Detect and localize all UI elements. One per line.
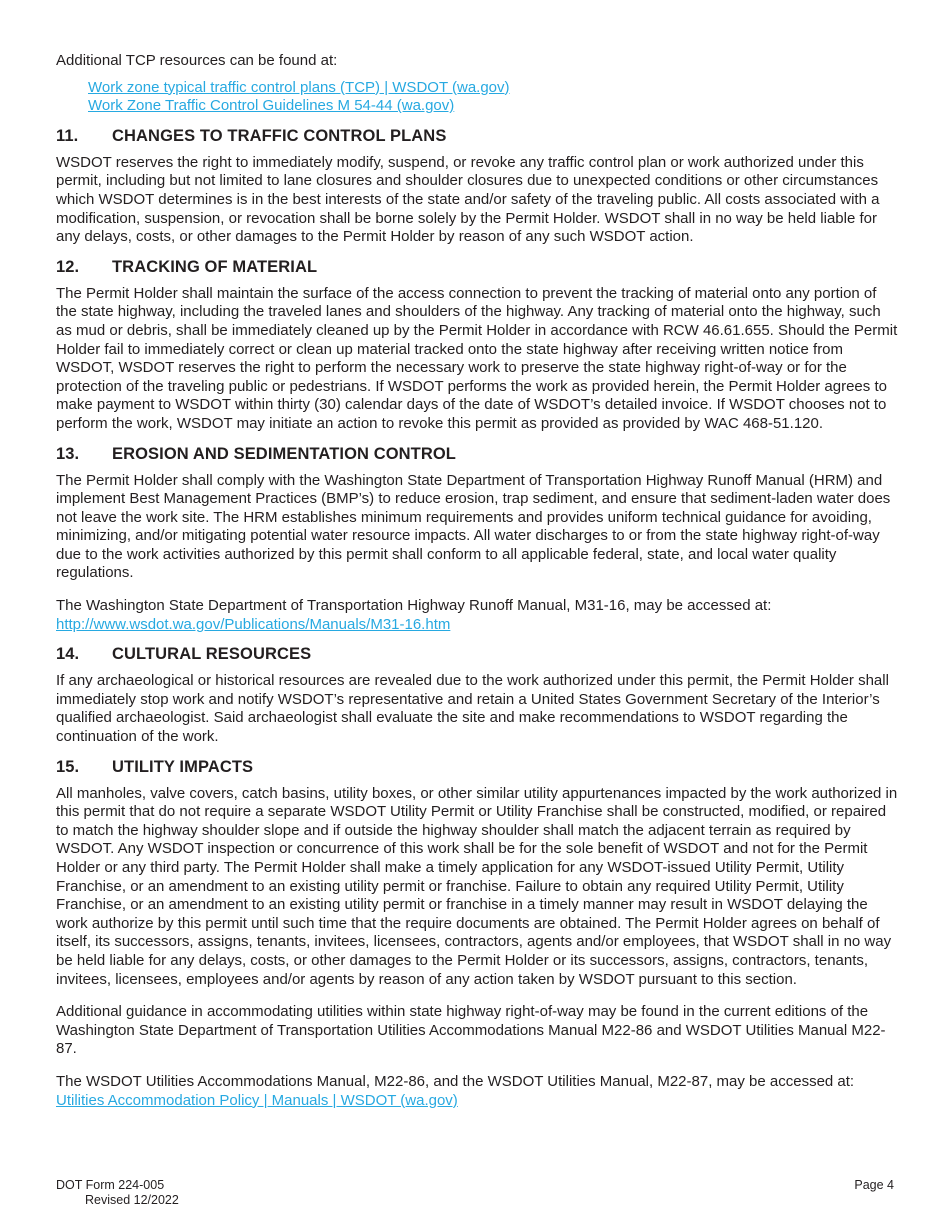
- section-14-body: If any archaeological or historical resources are revealed due to the work authorized under this permit, the Permit Holder shall immediately stop work and notify WSDOT’s representative and retain a United States Government Secretary of the Interior’s qualified archaeologist. Said archaeologist shall evaluate the site and make recommendations to WSDOT regarding the continuation of the work.: [56, 672, 889, 746]
- tcp-link-typical-plans[interactable]: Work zone typical traffic control plans (TCP) | WSDOT (wa.gov): [88, 78, 510, 96]
- footer-form-info: [56, 1178, 179, 1208]
- runoff-manual-link[interactable]: http://www.wsdot.wa.gov/Publications/Manuals/M31-16.htm: [56, 615, 451, 633]
- section-number: 14.: [56, 645, 80, 664]
- revision-date: Revised 12/2022: [85, 1193, 179, 1207]
- section-title: CULTURAL RESOURCES: [112, 645, 312, 664]
- section-13-body: The Permit Holder shall comply with the Washington State Department of Transportation Highway Runoff Manual (HRM) and implement Best Management Practices (BMP’s) to reduce erosion, trap sediment, and ensure that sediment-laden water does not leave the work site. The HRM establishes minimum requirements and provides uniform technical guidance for avoiding, minimizing, and/or mitigating potential water resource impacts. All water discharges to or from the state highway right-of-way due to the work activities authorized by this permit shall conform to all applicable federal, state, and local water quality regulations.: [56, 471, 891, 582]
- tcp-links-list: [56, 79, 898, 116]
- access-text: The Washington State Department of Transportation Highway Runoff Manual, M31-16, may be accessed at:: [56, 597, 772, 615]
- utilities-policy-link[interactable]: Utilities Accommodation Policy | Manuals | WSDOT (wa.gov): [56, 1091, 458, 1109]
- section-15-access: [56, 1073, 898, 1110]
- section-13-heading: [56, 444, 898, 464]
- tcp-link-guidelines[interactable]: Work Zone Traffic Control Guidelines M 54-44 (wa.gov): [88, 97, 455, 115]
- section-14-heading: [56, 644, 898, 664]
- section-11-body: WSDOT reserves the right to immediately modify, suspend, or revoke any traffic control plan or work authorized under this permit, including but not limited to lane closures and shoulder closures due to unexpected conditions or other circumstances which WSDOT determines is in the best interests of the state and/or safety of the traveling public. All costs associated with a modification, suspension, or revocation shall be borne solely by the Permit Holder. WSDOT shall in no way be held liable for any delays, costs, or other damages to the Permit Holder by reason of any such WSDOT action.: [56, 153, 880, 246]
- section-number: 11.: [56, 126, 79, 145]
- section-title: CHANGES TO TRAFFIC CONTROL PLANS: [112, 126, 447, 145]
- section-12-body: The Permit Holder shall maintain the surface of the access connection to prevent the tracking of material onto any portion of the state highway, including the traveled lanes and shoulders of the highway. Any tracking of material onto the highway, such as mud or debris, shall be immediately cleaned up by the Permit Holder in accordance with RCW 46.61.655. Should the Permit Holder fail to immediately correct or clean up material tracked onto the state highway after receiving written notice from WSDOT, WSDOT reserves the right to perform the necessary work to preserve the state highway right-of-way or for the protection of the traveling public or pedestrians. If WSDOT performs the work as provided herein, the Permit Holder agrees to make payment to WSDOT within thirty (30) calendar days of the date of WSDOT’s detailed invoice. If WSDOT chooses not to perform the work, WSDOT may initiate an action to revoke this permit as provided as provided by WAC 468-51.120.: [56, 284, 898, 432]
- section-number: 15.: [56, 757, 80, 776]
- section-title: UTILITY IMPACTS: [112, 757, 254, 776]
- section-title: EROSION AND SEDIMENTATION CONTROL: [112, 444, 456, 463]
- page-number: Page 4: [854, 1178, 894, 1192]
- section-15-heading: [56, 757, 898, 777]
- document-page: [56, 52, 898, 1110]
- section-11-heading: [56, 126, 898, 146]
- tcp-resources-intro: Additional TCP resources can be found at:: [56, 52, 338, 69]
- section-number: 13.: [56, 444, 80, 463]
- section-number: 12.: [56, 257, 80, 276]
- section-15-body: All manholes, valve covers, catch basins, utility boxes, or other similar utility appurtenances impacted by the work authorized in this permit that do not require a separate WSDOT Utility Permit or Utility Franchise shall be constructed, modified, or repaired to match the highway shoulder slope and if outside the highway shoulder shall match the adjacent terrain as required by WSDOT. Any WSDOT inspection or concurrence of this work shall be for the sole benefit of WSDOT and not for the Permit Holder or any third party. The Permit Holder shall make a timely application for any WSDOT-issued Utility Permit, Utility Franchise, or an amendment to an existing utility permit or franchise. Failure to obtain any required Utility Permit, Utility Franchise, or an amendment to an existing utility permit or franchise in a timely manner may result in WSDOT delaying the work authorize by this permit until such time that the require documents are obtained. The Permit Holder agrees on behalf of itself, its successors, assigns, tenants, invitees, licensees, contractors, agents and/or employees, that WSDOT shall in no way be held liable for any delays, costs, or other damages to the Permit Holder or its successors, assigns, contractors, tenants, invitees, licensees, employees and/or agents by reason of any action taken by WSDOT pursuant to this section.: [56, 784, 898, 988]
- section-13-access: [56, 597, 898, 634]
- access-text: The WSDOT Utilities Accommodations Manual, M22-86, and the WSDOT Utilities Manual, M22-87, may be accessed at:: [56, 1072, 855, 1090]
- section-12-heading: [56, 257, 898, 277]
- section-15-guidance: Additional guidance in accommodating utilities within state highway right-of-way may be found in the current editions of the Washington State Department of Transportation Utilities Accommodations Manual M22-86 and WSDOT Utilities Manual M22-87.: [56, 1003, 886, 1058]
- form-number: DOT Form 224-005: [56, 1178, 165, 1192]
- section-title: TRACKING OF MATERIAL: [112, 257, 318, 276]
